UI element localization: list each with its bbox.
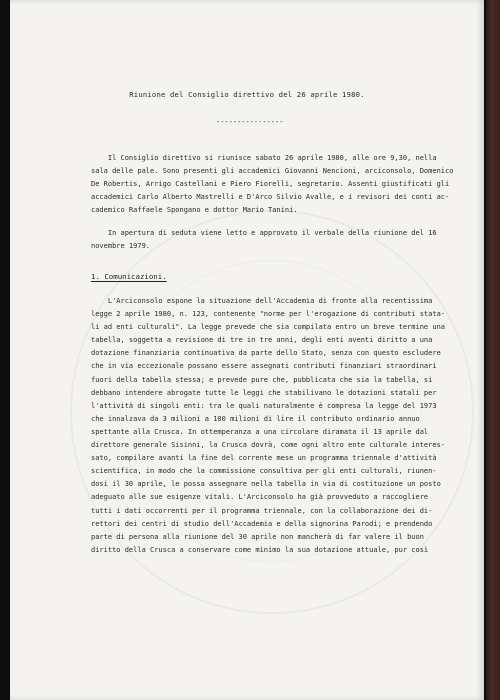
text-line: cademico Raffaele Spongano e dottor Mario Tanini. <box>91 206 298 215</box>
text-line: sato, compilare avanti la fine del corrente mese un programma triennale d'attività <box>91 454 437 463</box>
text-line: debbano intendere abrogate tutte le leggi che stabilivano le dotazioni statali per <box>91 388 437 397</box>
text-line: li ad enti culturali". La legge prevede che sia compilata entro un breve termine una <box>91 323 446 332</box>
text-line: scientifica, in modo che la commissione consultiva per gli enti culturali, riunen- <box>91 467 437 476</box>
text-line: novembre 1979. <box>91 242 151 251</box>
text-line: tutti i dati occorrenti per il programma triennale, con la collaborazione dei di- <box>91 506 433 515</box>
title-divider: ---------------- <box>216 118 284 126</box>
text-line: legge 2 aprile 1980, n. 123, contenente "norme per l'erogazione di contributi stata- <box>91 310 446 319</box>
paragraph-minutes-approval <box>91 227 461 253</box>
paragraph-attendance <box>91 152 461 217</box>
section-heading: 1. Comunicazioni. <box>91 272 167 281</box>
text-line: De Robertis, Arrigo Castellani e Piero Fiorelli, segretario. Assenti giustificati gli <box>91 180 450 189</box>
text-line: diritto della Crusca a conservare come minimo la sua dotazione attuale, pur così <box>91 545 429 554</box>
text-line: che innalzava da 3 milioni a 100 milioni di lire il contributo ordinario annuo <box>91 414 420 423</box>
book-binding <box>486 0 500 700</box>
text-line: spettante alla Crusca. In ottemperanza a una circolare diramata il 13 aprile dal <box>91 427 429 436</box>
text-line: L'Arciconsolo espone la situazione dell'Accademia di fronte alla recentissima <box>91 297 433 305</box>
document-page <box>10 0 484 700</box>
text-line: tabella, soggetta a revisione di tre in tre anni, degli enti aventi diritto a una <box>91 336 433 345</box>
text-line: rettori dei centri di studio dell'Accademia e della signorina Parodi; e prendendo <box>91 519 433 528</box>
text-line: direttore generale Sisinni, la Crusca dovrà, come ogni altro ente culturale interes- <box>91 441 446 450</box>
text-line: dotazione finanziaria continuativa da parte dello Stato, senza con questo escludere <box>91 349 441 358</box>
text-line: l'attività di singoli enti: tra le quali naturalmente è compresa la legge del 1973 <box>91 401 437 410</box>
text-line: dosi il 30 aprile, le possa assegnare nella tabella in via di costituzione un posto <box>91 480 441 489</box>
text-line: fuori della tabella stessa; e prevede pure che, pubblicata che sia la tabella, si <box>91 375 433 384</box>
text-line: Il Consiglio direttivo si riunisce sabato 26 aprile 1980, alle ore 9,30, nella <box>91 154 437 162</box>
text-line: In apertura di seduta viene letto e approvato il verbale della riunione del 16 <box>91 229 437 237</box>
text-line: parte di persona alla riunione del 30 aprile non mancherà di far valere il buon <box>91 532 424 541</box>
text-line: che in via eccezionale possano essere assegnati contributi finanziari straordinari <box>91 362 437 371</box>
text-line: adeguato alle sue esigenze vitali. L'Arciconsolo ha già provveduto a raccogliere <box>91 493 429 502</box>
text-line: sala delle pale. Sono presenti gli accademici Giovanni Nencioni, arciconsolo, Domenico <box>91 167 454 176</box>
paragraph-communications <box>91 295 461 557</box>
document-title: Riunione del Consiglio direttivo del 26 aprile 1980. <box>129 90 365 99</box>
text-line: accademici Carlo Alberto Mastrelli e D'Arco Silvio Avalle, e i revisori dei conti ac- <box>91 193 450 202</box>
